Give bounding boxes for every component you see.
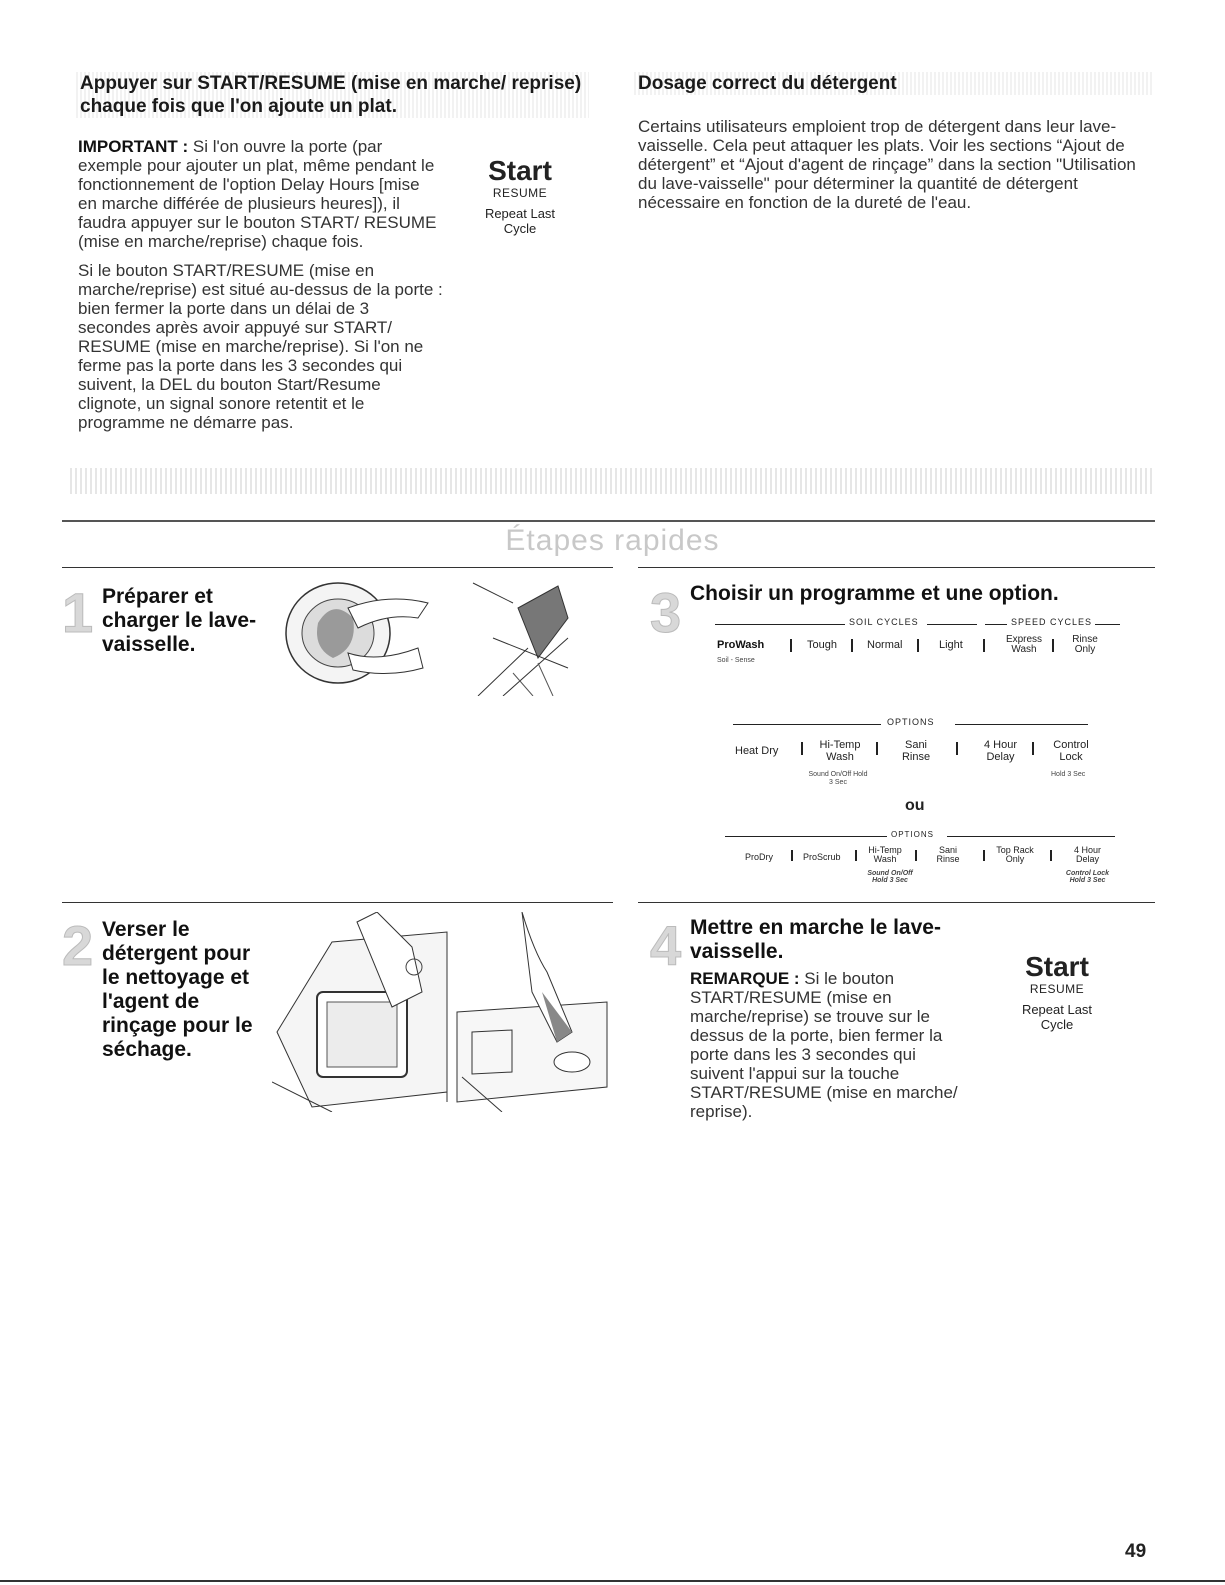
note-label: REMARQUE :	[690, 969, 800, 988]
divider-left-1	[62, 567, 613, 568]
or-text: ou	[905, 797, 925, 814]
important-label: IMPORTANT :	[78, 137, 189, 156]
button-control-lock[interactable]: Control Lock	[1053, 739, 1089, 763]
step-title-3: Choisir un programme et une option.	[690, 582, 1059, 605]
section-title-start-resume: Appuyer sur START/RESUME (mise en marche/ reprise) chaque fois que l'on ajoute un plat.	[76, 72, 589, 118]
button-hi-temp-wash[interactable]: Hi-Temp Wash	[819, 739, 861, 763]
divider-top	[62, 520, 1155, 522]
control-panel-cycles	[715, 617, 1120, 677]
step-number-4: 4	[650, 914, 682, 977]
button-light[interactable]: Light	[939, 639, 963, 651]
page-number: 49	[1125, 1541, 1147, 1562]
button-prowash[interactable]: ProWash	[717, 639, 765, 651]
resume-label-2: RESUME	[1029, 982, 1085, 996]
button-4-hour-delay-2[interactable]: 4 Hour Delay	[1073, 845, 1101, 864]
start-resume-button-illustration-2	[1012, 952, 1102, 1032]
dispenser-image	[272, 912, 612, 1112]
bottom-rule	[0, 1580, 1225, 1582]
button-hi-temp-wash-2[interactable]: Hi-Temp Wash	[868, 845, 902, 864]
prowash-sub: Soil - Sense	[717, 657, 755, 664]
sound-on-off-sub-2: Sound On/Off Hold 3 Sec	[867, 870, 913, 884]
step-number-2: 2	[62, 914, 94, 977]
dish-loading-image	[278, 578, 573, 696]
divider-right-2	[638, 902, 1155, 903]
important-text: Si l'on ouvre la porte (par exemple pour ajouter un plat, même pendant le fonctionnement de l'option Delay Hours [mise en marche différée de plusieurs heures]), il faudra appuyer sur le bouton START/ RESUME (mise en marche/reprise) chaque fois.	[78, 137, 437, 251]
dotted-band	[70, 468, 1155, 494]
soil-cycles-header: SOIL CYCLES	[845, 617, 923, 627]
divider-left-2	[62, 902, 613, 903]
button-tough[interactable]: Tough	[807, 639, 837, 651]
button-rinse-only[interactable]: Rinse Only	[1072, 634, 1098, 655]
options-header-1: OPTIONS	[883, 717, 939, 727]
section-body-detergent: Certains utilisateurs emploient trop de détergent dans leur lave-vaisselle. Cela peut attaquer les plats. Voir les sections “Ajout de détergent” et “Ajout d'agent de rinçage” dans la section "Utilisation du lave-vaisselle" pour déterminer la quantité de détergent nécessaire en fonction de la dureté de l'eau.	[638, 117, 1136, 212]
control-lock-sub-2: Control Lock Hold 3 Sec	[1065, 870, 1110, 884]
speed-cycles-header: SPEED CYCLES	[1007, 617, 1096, 627]
start-label: Start	[488, 155, 552, 186]
control-panel-options-2	[725, 830, 1115, 890]
control-panel-options-1	[733, 717, 1088, 792]
start-label-2: Start	[1025, 951, 1089, 982]
section-title-detergent: Dosage correct du détergent	[634, 72, 1152, 95]
button-normal[interactable]: Normal	[867, 639, 903, 651]
important-paragraph	[78, 137, 443, 251]
control-lock-sub: Hold 3 Sec	[1051, 771, 1086, 778]
divider-right-1	[638, 567, 1155, 568]
sound-on-off-sub: Sound On/Off Hold 3 Sec	[808, 771, 868, 786]
note-text: Si le bouton START/RESUME (mise en marche/reprise) se trouve sur le dessus de la porte, bien fermer la porte dans les 3 secondes qui suivent l'appui sur la touche START/RESUME (mise en marche/ reprise).	[690, 969, 958, 1121]
button-heat-dry[interactable]: Heat Dry	[735, 745, 779, 757]
start-resume-button-illustration	[475, 156, 565, 236]
button-4-hour-delay[interactable]: 4 Hour Delay	[983, 739, 1018, 763]
button-sani-rinse-2[interactable]: Sani Rinse	[936, 845, 960, 864]
door-paragraph: Si le bouton START/RESUME (mise en marche/reprise) est situé au-dessus de la porte : bien fermer la porte dans un délai de 3 secondes après avoir appuyé sur START/ RESUME (mise en marche/reprise). Si l'on ne ferme pas la porte dans les 3 secondes qui suivent, la DEL du bouton Start/Resume clignote, un signal sonore retentit et le programme ne démarre pas.	[78, 261, 443, 432]
step-number-3: 3	[650, 581, 682, 644]
step-title-2: Verser le détergent pour le nettoyage et l'agent de rinçage pour le séchage.	[102, 918, 253, 1061]
button-top-rack-only[interactable]: Top Rack Only	[996, 845, 1034, 864]
button-sani-rinse[interactable]: Sani Rinse	[901, 739, 931, 763]
options-header-2: OPTIONS	[887, 830, 938, 839]
step-4-note	[690, 969, 965, 1121]
repeat-last-label: Repeat Last Cycle	[484, 206, 556, 236]
button-prodry[interactable]: ProDry	[745, 852, 774, 862]
section-body-start-resume	[78, 137, 443, 442]
repeat-last-label-2: Repeat Last Cycle	[1021, 1002, 1093, 1032]
resume-label: RESUME	[492, 186, 548, 200]
button-proscrub[interactable]: ProScrub	[803, 852, 841, 862]
button-express-wash[interactable]: Express Wash	[1005, 634, 1043, 655]
step-title-4: Mettre en marche le lave-vaisselle.	[690, 916, 941, 963]
step-title-1: Préparer et charger le lave-vaisselle.	[102, 585, 257, 656]
quick-steps-title: Étapes rapides	[505, 524, 720, 557]
step-number-1: 1	[62, 581, 94, 644]
